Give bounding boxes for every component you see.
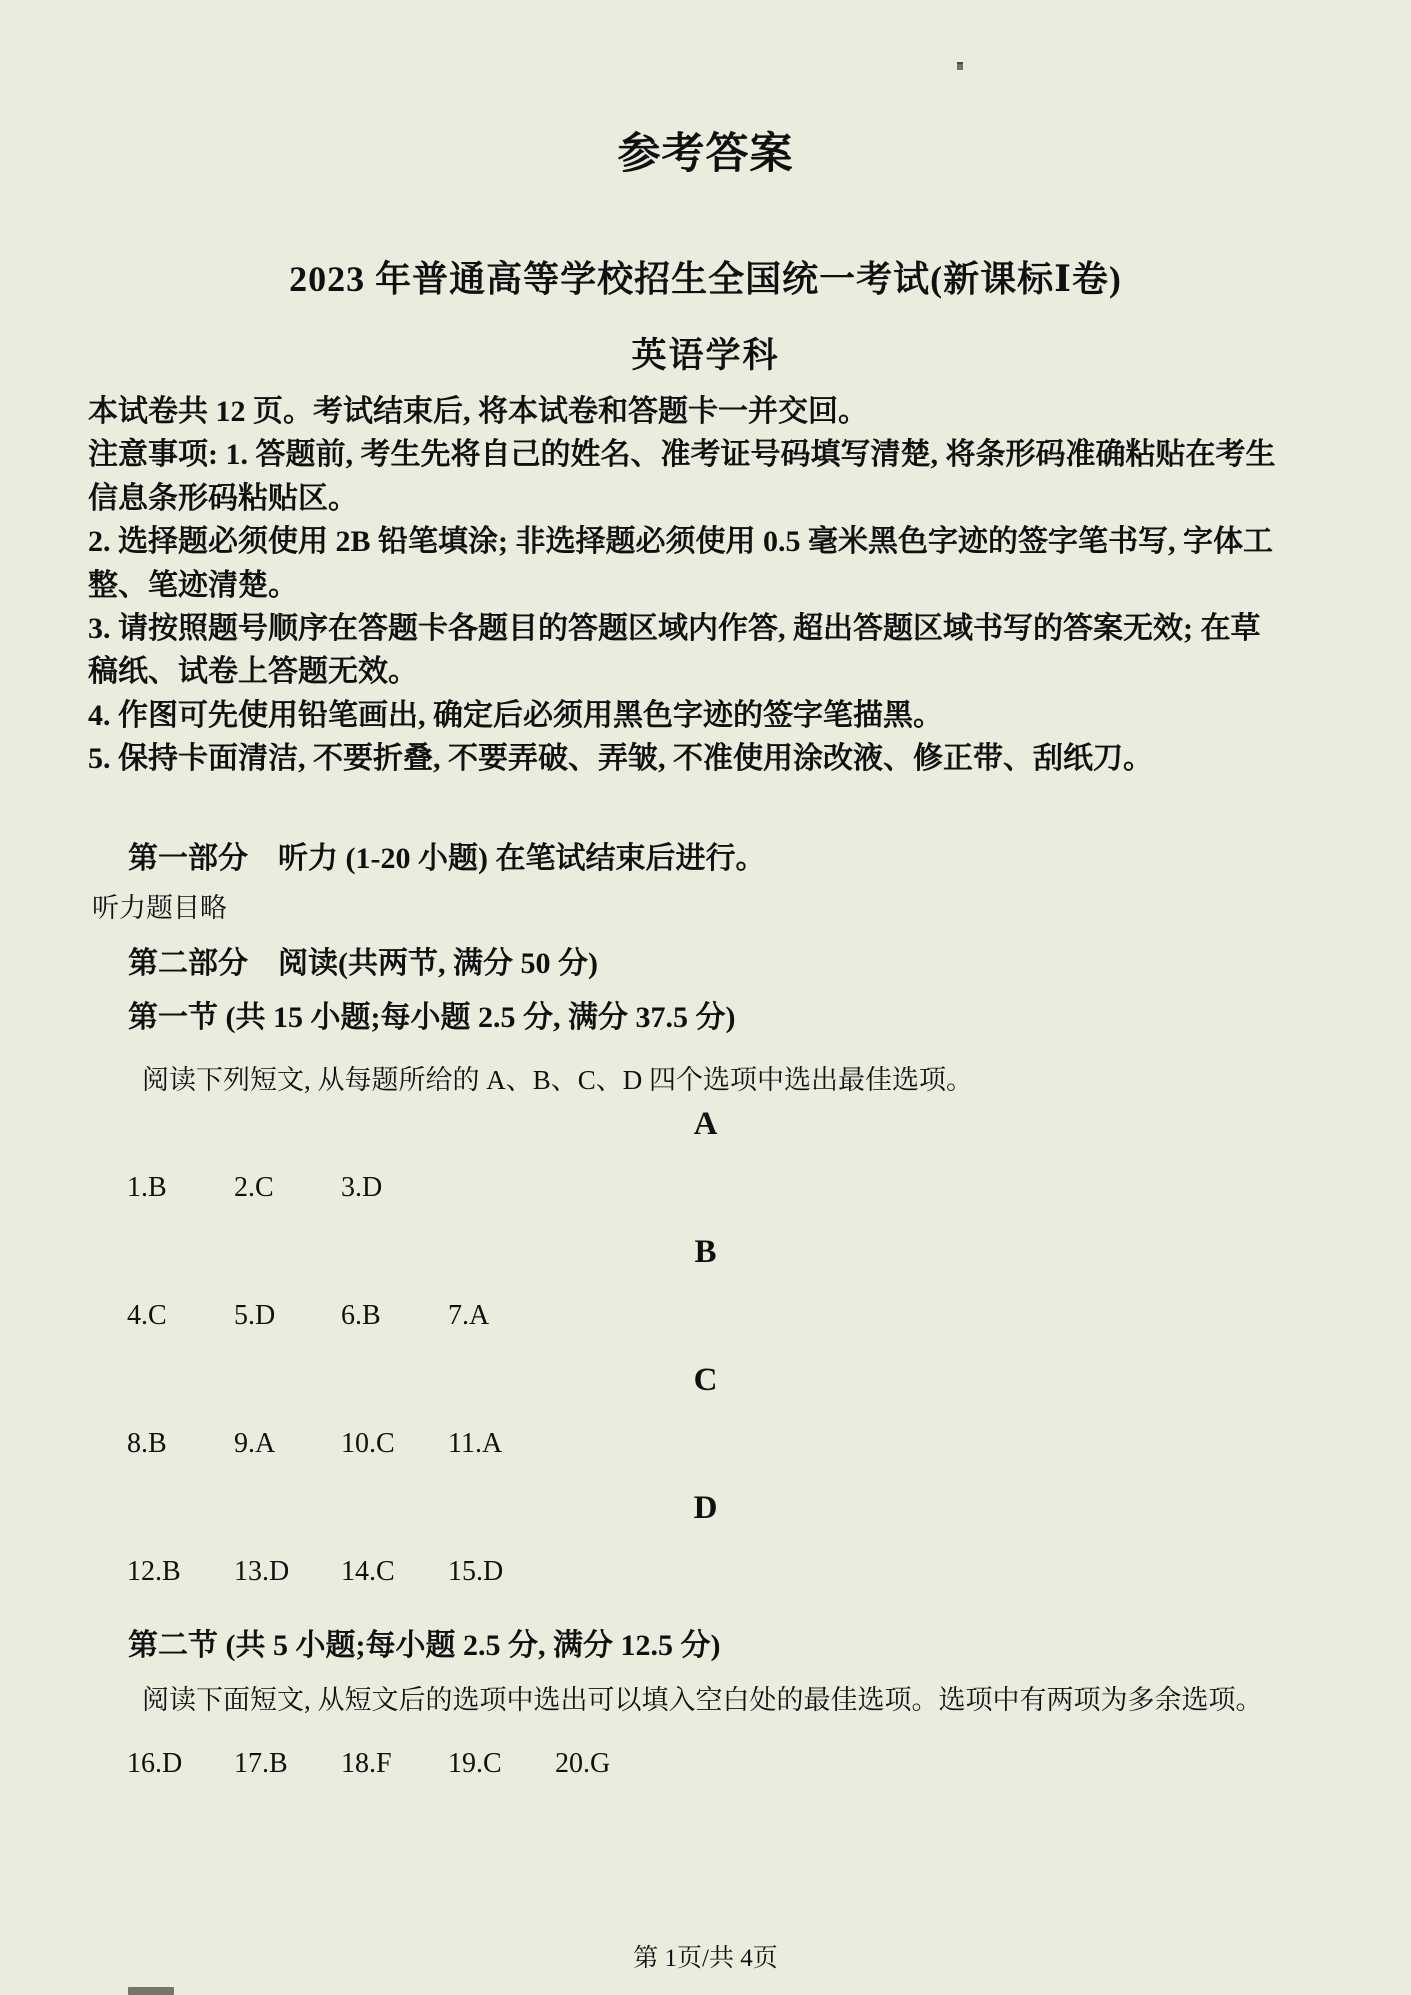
answer-item: 9.A bbox=[234, 1428, 276, 1459]
notice-line: 信息条形码粘贴区。 bbox=[88, 481, 358, 515]
answer-item: 8.B bbox=[127, 1428, 167, 1459]
answer-item: 2.C bbox=[234, 1172, 274, 1203]
answer-item: 19.C bbox=[448, 1748, 502, 1779]
answer-item: 11.A bbox=[448, 1428, 503, 1459]
passage-d-label: D bbox=[693, 1490, 718, 1526]
answer-row-passage-d bbox=[127, 1556, 503, 1588]
section1-instruction: 阅读下列短文, 从每题所给的 A、B、C、D 四个选项中选出最佳选项。 bbox=[142, 1065, 974, 1095]
answer-item: 17.B bbox=[234, 1748, 288, 1779]
notice-line: 2. 选择题必须使用 2B 铅笔填涂; 非选择题必须使用 0.5 毫米黑色字迹的签字笔书写, 字体工 bbox=[88, 525, 1273, 559]
exam-notice bbox=[88, 390, 1328, 781]
notice-line: 整、笔迹清楚。 bbox=[88, 568, 298, 602]
scan-artifact-icon bbox=[128, 1987, 174, 1995]
notice-line: 稿纸、试卷上答题无效。 bbox=[88, 655, 418, 689]
answer-item: 15.D bbox=[448, 1556, 504, 1587]
subject-title: 英语学科 bbox=[631, 336, 780, 375]
part1-heading: 第一部分 听力 (1-20 小题) 在笔试结束后进行。 bbox=[128, 842, 766, 875]
answer-item: 1.B bbox=[127, 1172, 167, 1203]
notice-line: 3. 请按照题号顺序在答题卡各题目的答题区域内作答, 超出答题区域书写的答案无效; 在草 bbox=[88, 612, 1261, 646]
answer-row-passage-a bbox=[127, 1172, 382, 1204]
listening-note: 听力题目略 bbox=[92, 893, 227, 923]
answer-item: 10.C bbox=[341, 1428, 395, 1459]
answer-item: 13.D bbox=[234, 1556, 290, 1587]
answer-item: 12.B bbox=[127, 1556, 181, 1587]
answer-item: 14.C bbox=[341, 1556, 395, 1587]
section2-heading: 第二节 (共 5 小题;每小题 2.5 分, 满分 12.5 分) bbox=[128, 1629, 721, 1662]
passage-c-label: C bbox=[693, 1362, 718, 1398]
answer-row-section2 bbox=[127, 1748, 610, 1780]
answer-item: 3.D bbox=[341, 1172, 383, 1203]
exam-title: 2023 年普通高等学校招生全国统一考试(新课标Ⅰ卷) bbox=[289, 259, 1122, 299]
passage-a-label: A bbox=[693, 1106, 718, 1142]
answer-item: 7.A bbox=[448, 1300, 490, 1331]
passage-b-label: B bbox=[694, 1234, 717, 1270]
answer-item: 16.D bbox=[127, 1748, 183, 1779]
notice-line: 5. 保持卡面清洁, 不要折叠, 不要弄破、弄皱, 不准使用涂改液、修正带、刮纸刀。 bbox=[88, 742, 1153, 776]
answer-item: 18.F bbox=[341, 1748, 392, 1779]
answer-row-passage-c bbox=[127, 1428, 502, 1460]
answer-item: 5.D bbox=[234, 1300, 276, 1331]
page-title: 参考答案 bbox=[617, 131, 794, 178]
section1-heading: 第一节 (共 15 小题;每小题 2.5 分, 满分 37.5 分) bbox=[128, 1001, 736, 1034]
answer-row-passage-b bbox=[127, 1300, 489, 1332]
page-footer: 第 1页/共 4页 bbox=[633, 1945, 778, 1972]
notice-line: 4. 作图可先使用铅笔画出, 确定后必须用黑色字迹的签字笔描黑。 bbox=[88, 698, 943, 732]
answer-item: 6.B bbox=[341, 1300, 381, 1331]
scan-artifact-icon bbox=[957, 62, 963, 70]
answer-item: 20.G bbox=[555, 1748, 611, 1779]
notice-line: 本试卷共 12 页。考试结束后, 将本试卷和答题卡一并交回。 bbox=[88, 395, 868, 428]
section2-instruction: 阅读下面短文, 从短文后的选项中选出可以填入空白处的最佳选项。选项中有两项为多余选项。 bbox=[142, 1685, 1263, 1715]
notice-line: 注意事项: 1. 答题前, 考生先将自己的姓名、准考证号码填写清楚, 将条形码准确粘贴在考生 bbox=[88, 438, 1276, 472]
answer-item: 4.C bbox=[127, 1300, 167, 1331]
part2-heading: 第二部分 阅读(共两节, 满分 50 分) bbox=[128, 947, 598, 980]
